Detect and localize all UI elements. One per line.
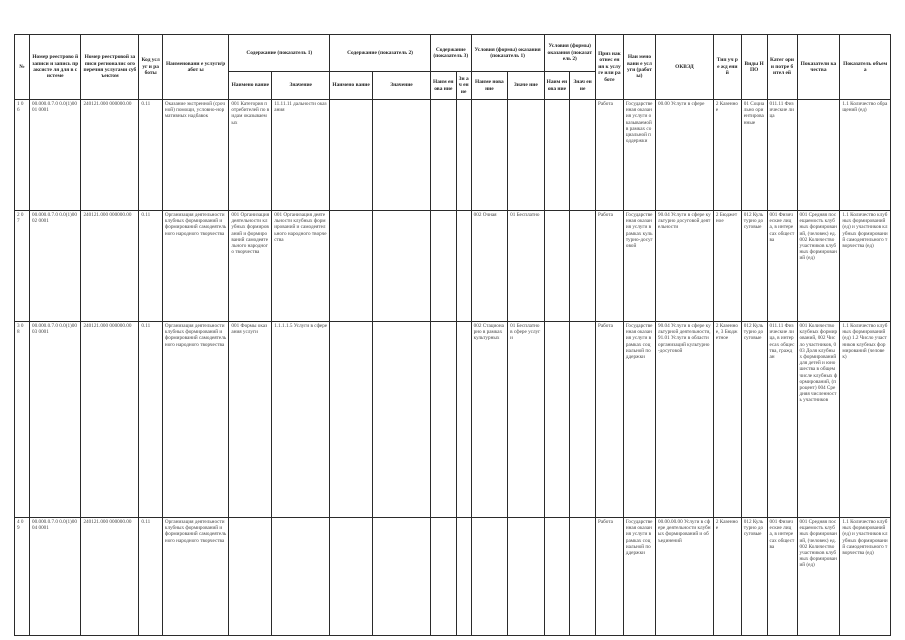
cell-service-name: Организация деятельности клубных формирований и формирований самодеятельного народного творчества [162, 322, 228, 518]
cell-content-3-value [456, 518, 471, 636]
cell-consumer-categories: 011.11 Физические лица [767, 100, 797, 211]
header-service-name: Наименовани е услуги/работ ы [162, 35, 228, 100]
cell-conditions-2-name [544, 100, 570, 211]
cell-sign: Работа [595, 100, 623, 211]
table-body [15, 100, 891, 636]
cell-consumer-categories: 001 Физические лица, в интересах общества [767, 518, 797, 636]
cell-volume-indicator: 1.1 Количество клубных формирований (ед) и участников клубных формирований самодеятельного творчества (ед) [840, 211, 891, 322]
subheader-conditions-1-value: Значе ние [508, 72, 544, 100]
cell-content-3-value [456, 100, 471, 211]
cell-okved: 00.00.00.00 Услуги в сфере деятельности клубных формирований и объединений [656, 518, 714, 636]
cell-number: 2 0 7 [15, 211, 30, 322]
cell-consumer-categories: 001 Физические лица, в интересах общества [767, 211, 797, 322]
cell-volume-indicator: 1.1 Количество клубных формирований (ед) и участников клубных формирований самодеятельного творчества (ед) [840, 518, 891, 636]
cell-conditions-1-value: 01 Бесплатно в сфере услуги [508, 322, 544, 518]
cell-regional-registry-number: 240121.000 000000.00 [81, 322, 139, 518]
cell-sign: Работа [595, 322, 623, 518]
header-registry-number: Номер реестрово й записи и запись праксисте ля для в системе [30, 35, 81, 100]
cell-conditions-1-name [471, 100, 507, 211]
cell-institution-type: 2 Бюджетное [713, 211, 741, 322]
subheader-content-2-value: Значение [373, 72, 431, 100]
cell-conditions-1-value [508, 518, 544, 636]
registry-table [14, 34, 891, 636]
cell-service-code: 0.11 [139, 518, 163, 636]
cell-content-1-name: 001 Категория потребителей по видам оказываемых [229, 100, 272, 211]
table-row [15, 518, 891, 636]
header-quality-indicators: Показатели качества [797, 35, 840, 100]
header-volume-indicator: Показатель объема [840, 35, 891, 100]
cell-volume-indicator: 1.1 Количество клубных формирований (ед) 1.2 Число участников клубных формирований (человек) [840, 322, 891, 518]
cell-institution-type: 2 Казенное, 3 Бюджетное [713, 322, 741, 518]
header-content-3: Содержание (показатель 3) [430, 35, 471, 72]
cell-okved: 90.04 Услуги в сфере культурной деятельности, 91.01 Услуги в области организаций культурно-досуговой [656, 322, 714, 518]
cell-registry-number: 00.000.0.7.0 0.0(1)0004 0001 [30, 518, 81, 636]
subheader-conditions-2-value: Знач ение [570, 72, 596, 100]
cell-conditions-2-value [570, 518, 596, 636]
cell-service-code: 0.11 [139, 100, 163, 211]
cell-quality-indicators [797, 100, 840, 211]
cell-service-name: Организация деятельности клубных формирований и формирований самодеятельного народного творчества [162, 518, 228, 636]
cell-content-3-name [430, 100, 456, 211]
cell-number: 1 0 6 [15, 100, 30, 211]
cell-conditions-2-name [544, 322, 570, 518]
cell-content-1-value: 001 Организация деятельности клубных формирований и самодеятельного народного творчества [272, 211, 330, 322]
cell-service-title: Государственная оказания услуги оказываемой в рамках социальной поддержки [623, 100, 655, 211]
subheader-content-3-value: Зн ач ен ие [456, 72, 471, 100]
cell-service-title: Государственная оказания услуги в рамках социальной поддержки [623, 518, 655, 636]
cell-content-3-name [430, 322, 456, 518]
cell-registry-number: 00.000.0.7.0 0.0(1)0002 0001 [30, 211, 81, 322]
cell-service-name: Организация деятельности клубных формирований и формирований самодеятельного народного творчества [162, 211, 228, 322]
cell-conditions-2-name [544, 211, 570, 322]
header-institution-type: Тип уч ре жд ени й [713, 35, 741, 100]
cell-registry-number: 00.000.0.7.0 0.0(1)0001 0001 [30, 100, 81, 211]
cell-quality-indicators: 001 Количество клубных формирований, 002 Число участников, 003 Доля клубных формирований для детей и юношества в общем числе клубных формирований, (процент) 004 Средняя численность участников [797, 322, 840, 518]
header-service-title: Наи мено вани е услуги (работ ы) [623, 35, 655, 100]
cell-institution-type: 2 Казенное [713, 100, 741, 211]
cell-conditions-1-name: 002 Стационарно в рамках культурных [471, 322, 507, 518]
subheader-conditions-1-name: Наиме нование [471, 72, 507, 100]
subheader-content-1-value: Значение [272, 72, 330, 100]
cell-registry-number: 00.000.0.7.0 0.0(1)0003 0001 [30, 322, 81, 518]
cell-okved: 90.04 Услуги в сфере культурно досуговой деятельности [656, 211, 714, 322]
header-content-1: Содержание (показатель 1) [229, 35, 330, 72]
cell-conditions-1-name: 002 Очная [471, 211, 507, 322]
cell-quality-indicators: 001 Средняя посещаемость клубных формирований, (человек) ед. 002 Количество участников клубных формирований (ед) [797, 211, 840, 322]
cell-institution-type: 2 Казенное [713, 518, 741, 636]
cell-conditions-1-value: 01 Бесплатно [508, 211, 544, 322]
cell-sign: Работа [595, 211, 623, 322]
table-header [15, 35, 891, 100]
cell-number: 3 0 8 [15, 322, 30, 518]
cell-service-title: Государственная оказания услуги в рамках культурно-досуговой [623, 211, 655, 322]
cell-npo-types: 012 Культурно досуговые [741, 518, 767, 636]
cell-service-code: 0.11 [139, 322, 163, 518]
cell-volume-indicator: 1.1 Количество обращений (ед) [840, 100, 891, 211]
cell-content-2-name [330, 322, 373, 518]
header-number: № [15, 35, 30, 100]
header-consumer-categories: Катег ории потре бител ей [767, 35, 797, 100]
cell-content-3-name [430, 518, 456, 636]
cell-okved: 00.00 Услуги в сфере [656, 100, 714, 211]
cell-content-1-name: 001 Организация деятельности клубных формирований и формирований самодеятельного народного творчества [229, 211, 272, 322]
cell-conditions-1-value [508, 100, 544, 211]
header-service-code: Код услуг и работы [139, 35, 163, 100]
subheader-content-3-name: Наим енова ние [430, 72, 456, 100]
header-conditions-2: Условия (формы) оказания (показатель 2) [544, 35, 595, 72]
cell-conditions-2-value [570, 322, 596, 518]
cell-content-2-name [330, 518, 373, 636]
header-regional-registry-number: Номер реестровой записи регионалис ого перечня услугами субъектом [81, 35, 139, 100]
cell-content-2-value [373, 518, 431, 636]
cell-content-2-name [330, 211, 373, 322]
cell-content-1-name: 001 Формы оказания услуги [229, 322, 272, 518]
cell-content-2-value [373, 100, 431, 211]
header-content-2: Содержание (показатель 2) [330, 35, 431, 72]
cell-regional-registry-number: 240121.000 000000.00 [81, 100, 139, 211]
header-npo-types: Виды НПО [741, 35, 767, 100]
cell-content-2-value [373, 211, 431, 322]
cell-content-1-value: 11.11.11 дальности оказания [272, 100, 330, 211]
table-row [15, 211, 891, 322]
cell-content-3-value [456, 322, 471, 518]
cell-service-title: Государственная оказания услуги в рамках социальной поддержки [623, 322, 655, 518]
cell-service-code: 0.11 [139, 211, 163, 322]
cell-content-3-name [430, 211, 456, 322]
header-sign: Приз нак отнес ения к услуге или работе [595, 35, 623, 100]
cell-npo-types: 012 Культурно досуговые [741, 211, 767, 322]
header-okved: ОКВЭД [656, 35, 714, 100]
cell-sign: Работа [595, 518, 623, 636]
subheader-conditions-2-name: Наим енова ние [544, 72, 570, 100]
cell-quality-indicators: 001 Средняя посещаемость клубных формирований, (человек) ед. 002 Количество участников клубных формирований (ед) [797, 518, 840, 636]
cell-regional-registry-number: 240121.000 000000.00 [81, 211, 139, 322]
subheader-content-1-name: Наимено вание [229, 72, 272, 100]
cell-conditions-2-name [544, 518, 570, 636]
cell-content-1-value [272, 518, 330, 636]
cell-content-1-value: 1.1.1.1.5 Услуги в сфере [272, 322, 330, 518]
cell-regional-registry-number: 240121.000 000000.00 [81, 518, 139, 636]
cell-service-name: Оказание экстренной (срочной) помощи, условно-нормативных надбавок [162, 100, 228, 211]
cell-number: 4 0 9 [15, 518, 30, 636]
subheader-content-2-name: Наимено вание [330, 72, 373, 100]
cell-content-2-name [330, 100, 373, 211]
cell-conditions-1-name [471, 518, 507, 636]
cell-npo-types: 01 Социально ориентированные [741, 100, 767, 211]
cell-conditions-2-value [570, 100, 596, 211]
cell-consumer-categories: 011.11 Физические лица, в интересах общества, граждан [767, 322, 797, 518]
cell-content-1-name [229, 518, 272, 636]
cell-content-2-value [373, 322, 431, 518]
table-row [15, 322, 891, 518]
header-conditions-1: Условия (формы) оказания (показатель 1) [471, 35, 544, 72]
cell-content-3-value [456, 211, 471, 322]
table-row [15, 100, 891, 211]
cell-conditions-2-value [570, 211, 596, 322]
cell-npo-types: 012 Культурно досуговые [741, 322, 767, 518]
